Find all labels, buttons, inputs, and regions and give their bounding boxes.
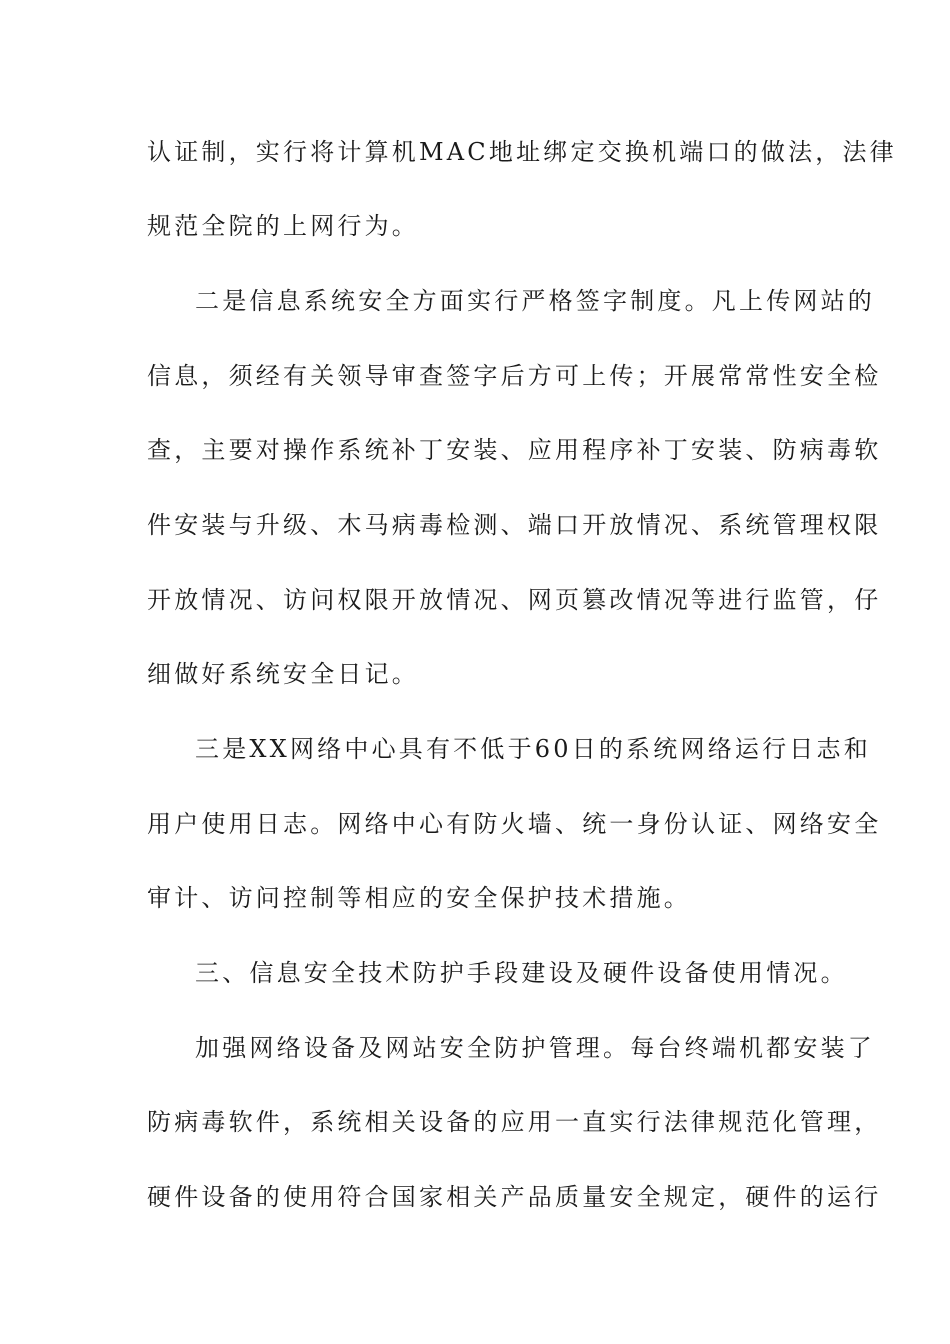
text-line: 信息，须经有关领导审查签字后方可上传；开展常常性安全检: [147, 362, 882, 390]
text-line: 件安装与升级、木马病毒检测、端口开放情况、系统管理权限: [147, 511, 882, 539]
text-line: 开放情况、访问权限开放情况、网页篡改情况等进行监管，仔: [147, 586, 882, 614]
text-line: 二是信息系统安全方面实行严格签字制度。凡上传网站的: [195, 287, 875, 315]
text-line: 加强网络设备及网站安全防护管理。每台终端机都安装了: [195, 1034, 875, 1062]
text-line: 认证制，实行将计算机MAC地址绑定交换机端口的做法，法律: [147, 138, 897, 166]
text-line: 用户使用日志。网络中心有防火墙、统一身份认证、网络安全: [147, 810, 882, 838]
text-line: 防病毒软件，系统相关设备的应用一直实行法律规范化管理，: [147, 1108, 882, 1136]
text-line: 三是XX网络中心具有不低于60日的系统网络运行日志和: [195, 735, 871, 763]
text-line: 查，主要对操作系统补丁安装、应用程序补丁安装、防病毒软: [147, 436, 882, 464]
text-line: 审计、访问控制等相应的安全保护技术措施。: [147, 884, 691, 912]
text-line: 规范全院的上网行为。: [147, 212, 419, 240]
text-line: 细做好系统安全日记。: [147, 660, 419, 688]
section-heading: 三、信息安全技术防护手段建设及硬件设备使用情况。: [195, 959, 848, 987]
text-line: 硬件设备的使用符合国家相关产品质量安全规定，硬件的运行: [147, 1183, 882, 1211]
